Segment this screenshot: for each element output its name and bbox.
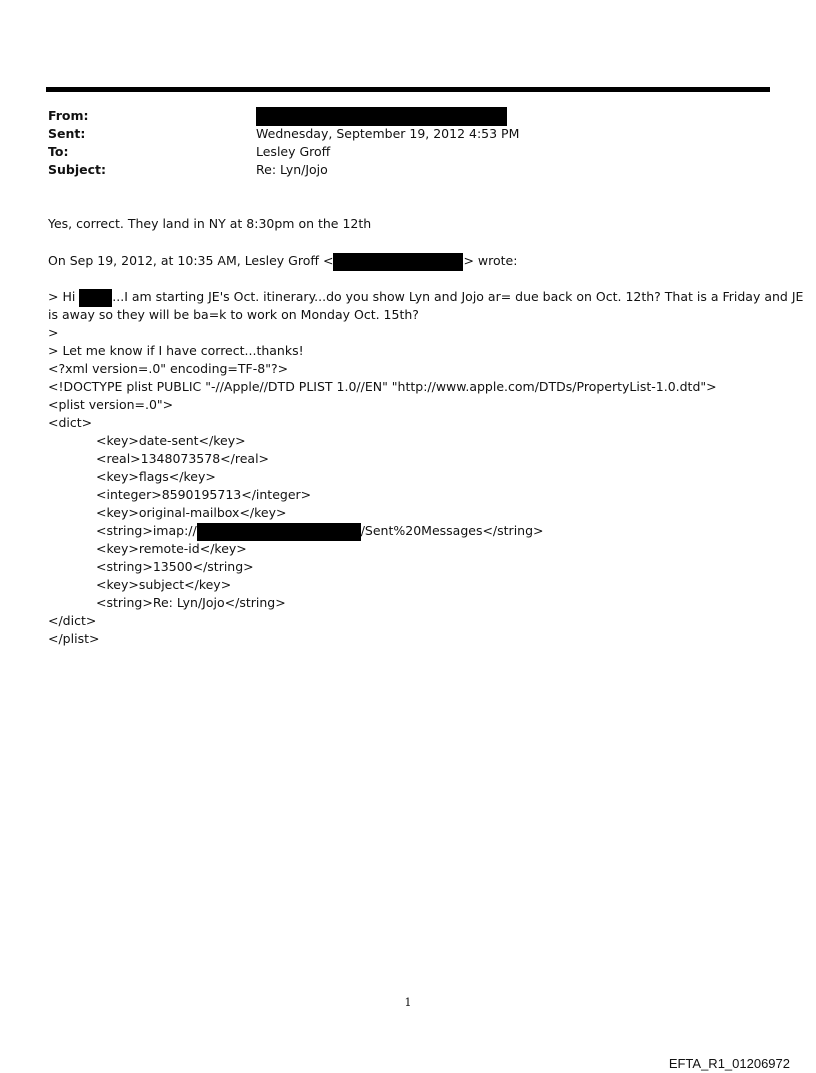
plist-line: <string>13500</string>	[96, 559, 254, 574]
redacted-name	[79, 289, 112, 307]
plist-line: <key>remote-id</key>	[96, 541, 247, 556]
mailbox-pre: <string>imap://	[96, 523, 197, 538]
mailbox-post: /Sent%20Messages</string>	[360, 523, 544, 538]
plist-line-mailbox	[96, 522, 544, 541]
quoted-line-1-post: ...I am starting JE's Oct. itinerary...do you show Lyn and Jojo ar= due back on Oct. 12th? That is a Friday and JE	[112, 289, 804, 304]
sent-label: Sent:	[48, 126, 86, 141]
quote-intro-pre: On Sep 19, 2012, at 10:35 AM, Lesley Groff <	[48, 253, 334, 268]
from-value-redacted	[256, 107, 507, 126]
plist-line: <key>subject</key>	[96, 577, 232, 592]
xml-dict-close: </dict>	[48, 613, 97, 628]
quoted-line-1-pre: > Hi	[48, 289, 80, 304]
redacted-email	[333, 253, 463, 271]
page-number: 1	[404, 996, 412, 1009]
quoted-line-4: > Let me know if I have correct...thanks!	[48, 343, 304, 358]
plist-line: <integer>8590195713</integer>	[96, 487, 312, 502]
xml-doctype: <!DOCTYPE plist PUBLIC "-//Apple//DTD PLIST 1.0//EN" "http://www.apple.com/DTDs/PropertyList-1.0.dtd">	[48, 379, 717, 394]
quoted-line-2: is away so they will be ba=k to work on Monday Oct. 15th?	[48, 307, 419, 322]
plist-line: <key>flags</key>	[96, 469, 216, 484]
from-label: From:	[48, 108, 89, 123]
xml-declaration: <?xml version=.0" encoding=TF-8"?>	[48, 361, 289, 376]
xml-plist-open: <plist version=.0">	[48, 397, 174, 412]
xml-dict-open: <dict>	[48, 415, 93, 430]
top-rule	[46, 87, 770, 92]
sent-value: Wednesday, September 19, 2012 4:53 PM	[256, 126, 520, 141]
to-label: To:	[48, 144, 69, 159]
redacted-mailbox	[197, 523, 361, 541]
plist-line: <key>original-mailbox</key>	[96, 505, 287, 520]
document-id: EFTA_R1_01206972	[668, 1056, 790, 1071]
plist-line: <real>1348073578</real>	[96, 451, 270, 466]
to-value: Lesley Groff	[256, 144, 331, 159]
quote-intro	[48, 252, 517, 271]
subject-value: Re: Lyn/Jojo	[256, 162, 328, 177]
quoted-line-3: >	[48, 325, 59, 340]
reply-text: Yes, correct. They land in NY at 8:30pm on the 12th	[48, 216, 372, 231]
xml-plist-close: </plist>	[48, 631, 100, 646]
plist-line: <string>Re: Lyn/Jojo</string>	[96, 595, 286, 610]
subject-label: Subject:	[48, 162, 106, 177]
quote-intro-post: > wrote:	[463, 253, 518, 268]
quoted-line-1	[48, 288, 803, 307]
plist-line: <key>date-sent</key>	[96, 433, 246, 448]
